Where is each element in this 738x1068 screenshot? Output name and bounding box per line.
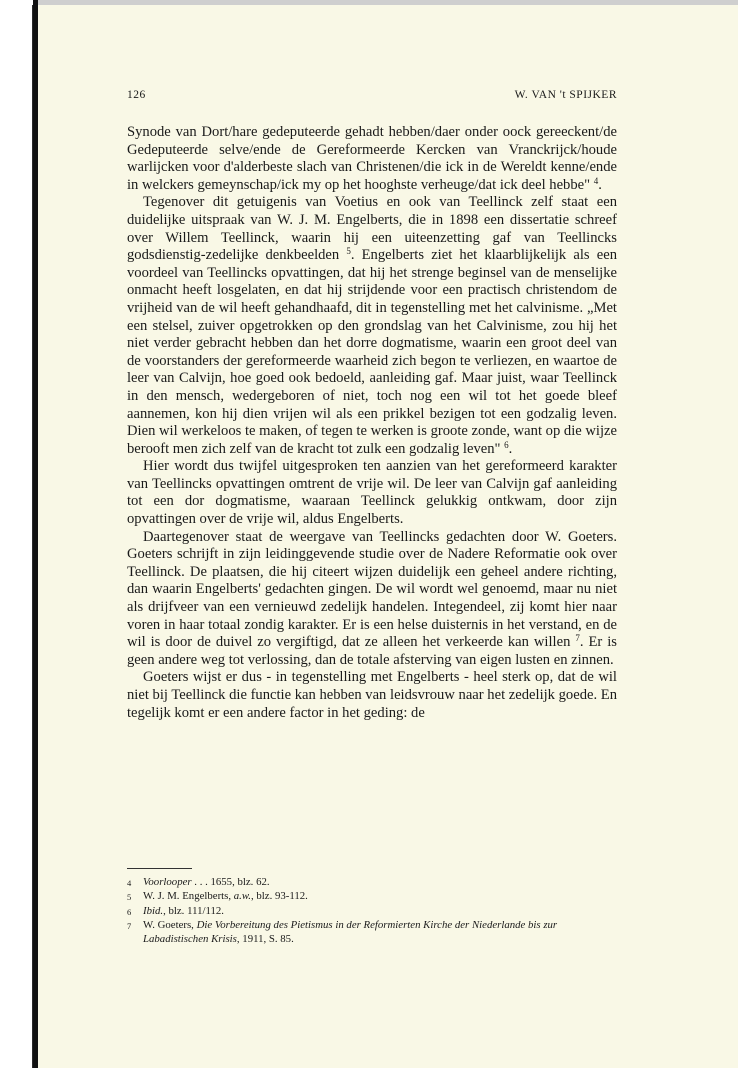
scan-border-left <box>33 0 38 1068</box>
footnote <box>127 905 617 919</box>
footnote-ref: 5 <box>346 246 351 257</box>
text-run: W. Goeters, <box>143 919 197 932</box>
italic-text: Die Vorbereitung des Pietismus in der Reformierten Kirche der Niederlande bis zur Labadistischen Krisis <box>143 919 558 945</box>
text-run: . Engelberts ziet het klaarblijkelijk als een voordeel van Teellincks opvattingen, dat hij het strenge beginsel van de menselijke onmacht heeft losgelaten, en dat hij strijdende voor een practisch christendom de vrijheid van de wil heeft gehandhaafd, dit in tegenstelling met het calvinisme. „Met een stelsel, zuiver opgetrokken op den grondslag van het Calvinisme, zou hij het niet verder gebracht hebben dan het dorre dogmatisme, waarin een groot deel van de voorstanders der gereformeerde waarheid zich begon te verliezen, en waartoe de leer van Calvijn, hoe goed ook bedoeld, aanleiding gaf. Maar juist, waar Teellinck in den mensch, wedergeboren of niet, toch nog een wil tot het goede bleef aannemen, kon hij dien vrijen wil als een prikkel bezigen tot een godzalig leven. Dien wil werkeloos te maken, of tegen te werken is groote zonde, want op die wijze berooft men zich zelf van de kracht tot zulk een godzalig leven" <box>127 247 617 457</box>
text-run: W. J. M. Engelberts, <box>143 890 234 903</box>
text-run: Daartegenover staat de weergave van Teellincks gedachten door W. Goeters. Goeters schrijft in zijn leidinggevende studie over de Nadere Reformatie ook over Teellinck. De plaatsen, die hij citeert wijzen duidelijk een geheel andere richting, dan waarin Engelberts' gedachten gingen. De wil wordt wel genoemd, maar nu niet als drijfveer van een vernieuwd zedelijk handelen. Integendeel, zij komt hier naar voren in haar totaal zondig karakter. Er is een helse duisternis in het verstand, en de wil is door de duivel zo vergiftigd, dat ze alleen het verkeerde kan willen <box>127 528 617 651</box>
footnote-text <box>143 890 617 904</box>
footnote-number: 5 <box>127 892 132 903</box>
text-run: . Er is geen andere weg tot verlossing, dan de totale afsterving van eigen lusten en zinnen. <box>127 634 617 668</box>
text-run: Goeters wijst er dus - in tegenstelling met Engelberts - heel sterk op, dat de wil niet bij Teellinck die functie kan hebben van leidsvrouw naar het zedelijk goede. En tegelijk komt er een andere factor in het geding: de <box>127 669 617 721</box>
footnote-number: 7 <box>127 921 132 932</box>
text-run: Synode van Dort/hare gedeputeerde gehadt hebben/daer onder oock gereeckent/de Gedeputeerde selve/ende de Gereformeerde Kercken van Vranckrijck/houde warlijcken voor d'alderbeste slach van Christenen/die ick in de Wereldt kenne/ende in welckers gemeynschap/ick my op het hooghste verheuge/dat ick deel hebbe" <box>127 124 617 193</box>
footnote <box>127 919 617 946</box>
footnote-number: 6 <box>127 906 132 917</box>
text-run: Hier wordt dus twijfel uitgesproken ten aanzien van het gereformeerd karakter van Teellincks opvattingen omtrent de vrije wil. De leer van Calvijn gaf aanleiding tot een dor dogmatisme, waaraan Teellinck gelukkig ontkwam, door zijn opvattingen over de vrije wil, aldus Engelberts. <box>127 458 617 528</box>
running-head: W. VAN 't SPIJKER <box>514 89 617 101</box>
text-run: . <box>598 176 602 193</box>
footnote-text <box>143 919 617 946</box>
footnote-number: 4 <box>127 878 132 888</box>
footnote <box>127 890 617 904</box>
footnote-divider <box>127 868 192 869</box>
body-text <box>127 124 617 722</box>
text-run: , blz. 93-112. <box>250 890 308 903</box>
italic-text: a.w. <box>233 890 251 903</box>
text-run: . . . 1655, blz. 62. <box>191 876 270 888</box>
text-run: , blz. 111/112. <box>163 904 224 917</box>
paragraph <box>127 669 617 722</box>
footnotes <box>127 876 617 946</box>
italic-text: Voorlooper <box>143 876 192 888</box>
footnote-text <box>143 876 617 890</box>
footnote-ref: 4 <box>593 175 599 186</box>
paragraph <box>127 124 617 194</box>
page-number: 126 <box>127 89 146 101</box>
italic-text: Ibid. <box>143 904 164 917</box>
text-run: Tegenover dit getuigenis van Voetius en ook van Teellinck zelf staat een duidelijke uitspraak van W. J. M. Engelberts, die in 1898 een dissertatie schreef over Willem Teellinck, waarin hij een uiteenzetting gaf van Teellincks godsdienstig-zedelijke denkbeelden <box>127 194 617 264</box>
paragraph <box>127 194 617 458</box>
footnote-ref: 6 <box>504 439 509 450</box>
text-run: . <box>508 440 513 457</box>
footnote-text <box>143 905 617 919</box>
text-run: , 1911, S. 85. <box>236 932 294 945</box>
footnote-ref: 7 <box>575 633 580 644</box>
footnote <box>127 876 617 890</box>
paragraph <box>127 458 617 528</box>
paragraph <box>127 529 617 670</box>
